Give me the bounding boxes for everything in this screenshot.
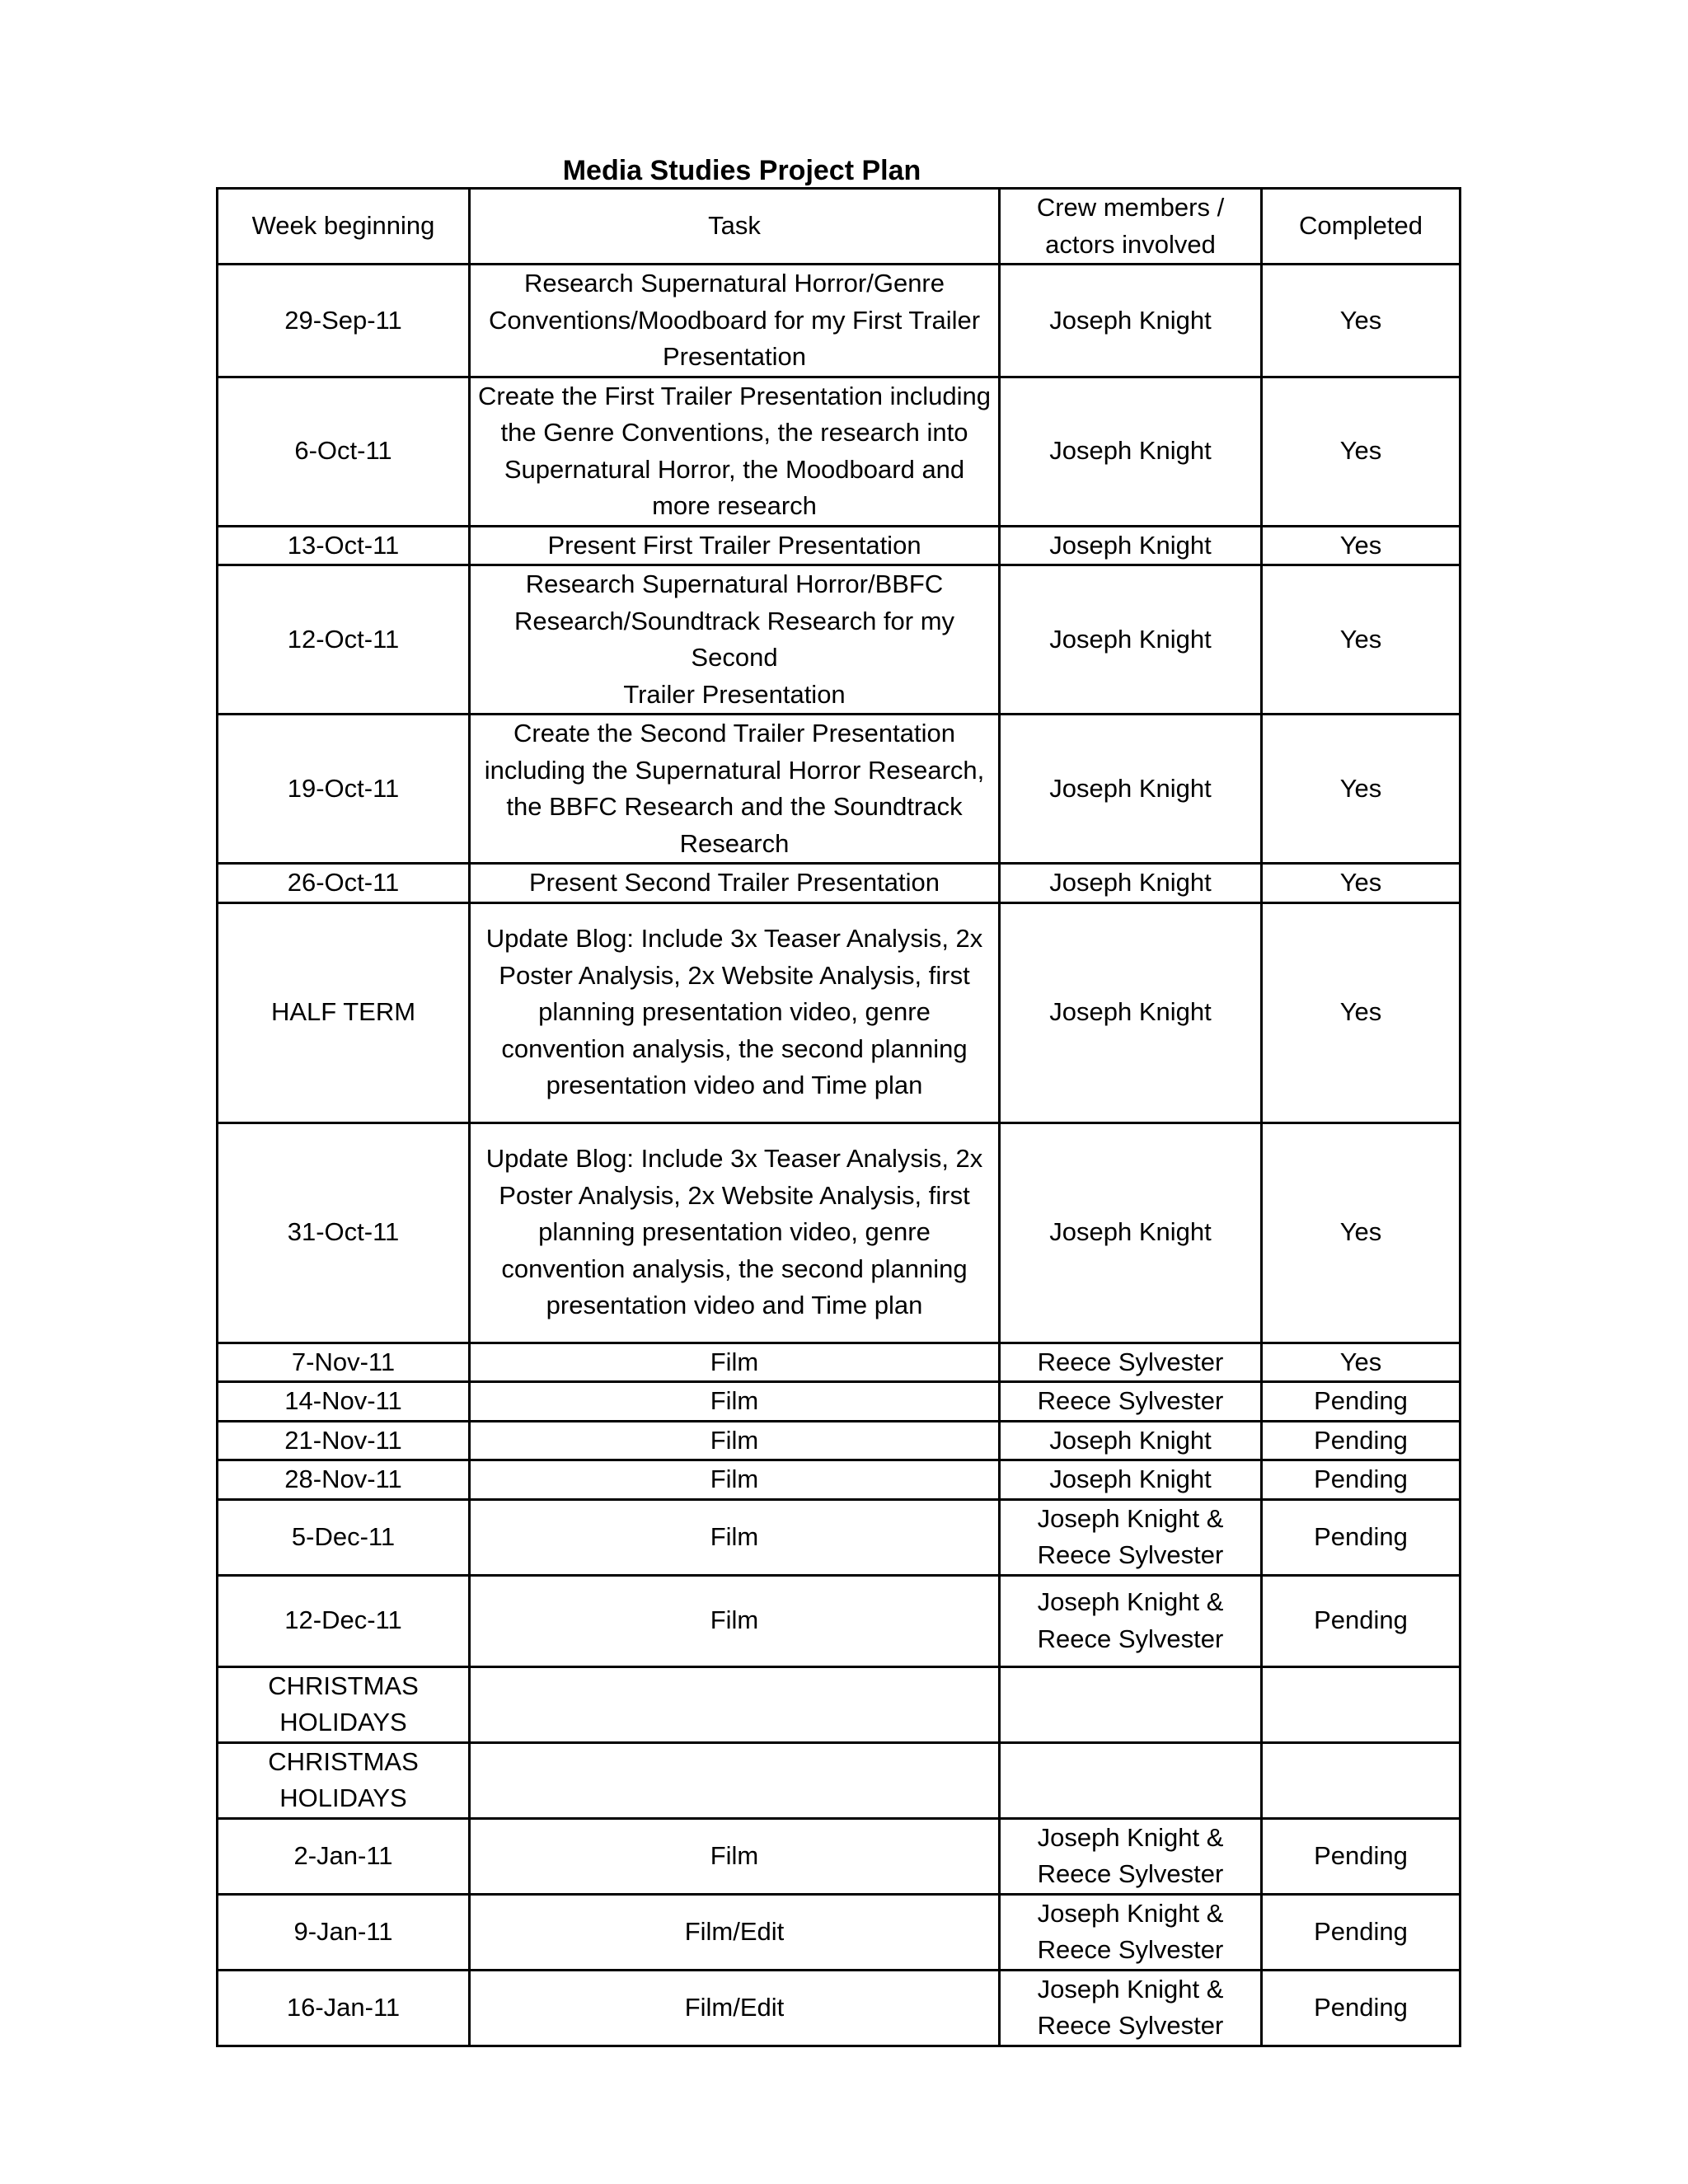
- table-row: [218, 1894, 1461, 1970]
- task-cell: Present First Trailer Presentation: [470, 526, 1000, 565]
- completed-cell: Pending: [1262, 1421, 1461, 1460]
- week-cell: 16-Jan-11: [218, 1970, 470, 2046]
- completed-cell: Yes: [1262, 864, 1461, 903]
- task-cell: Update Blog: Include 3x Teaser Analysis, 2x Poster Analysis, 2x Website Analysis, first planning presentation video, genre convention analysis, the second planning presentation video and Time plan: [470, 902, 1000, 1122]
- table-row: [218, 902, 1461, 1122]
- crew-cell: Joseph Knight: [1000, 715, 1262, 864]
- task-cell: Create the Second Trailer Presentation including the Supernatural Horror Research, the BBFC Research and the Soundtrack Research: [470, 715, 1000, 864]
- week-cell: 28-Nov-11: [218, 1460, 470, 1500]
- crew-cell: Joseph Knight: [1000, 1421, 1262, 1460]
- task-cell: Update Blog: Include 3x Teaser Analysis, 2x Poster Analysis, 2x Website Analysis, first planning presentation video, genre convention analysis, the second planning presentation video and Time plan: [470, 1122, 1000, 1343]
- task-cell: Film: [470, 1421, 1000, 1460]
- week-cell: 21-Nov-11: [218, 1421, 470, 1460]
- week-cell: 29-Sep-11: [218, 265, 470, 377]
- page-title: Media Studies Project Plan: [562, 155, 921, 186]
- completed-cell: Pending: [1262, 1970, 1461, 2046]
- table-row: [218, 715, 1461, 864]
- table-row: [218, 1343, 1461, 1382]
- task-cell: Research Supernatural Horror/Genre Conventions/Moodboard for my First Trailer Presentation: [470, 265, 1000, 377]
- task-cell: Film: [470, 1499, 1000, 1575]
- completed-cell: Yes: [1262, 565, 1461, 715]
- completed-cell: [1262, 1666, 1461, 1742]
- week-cell: 6-Oct-11: [218, 377, 470, 526]
- table-row: [218, 1742, 1461, 1818]
- week-cell: 7-Nov-11: [218, 1343, 470, 1382]
- completed-cell: Pending: [1262, 1499, 1461, 1575]
- project-plan-body: [218, 189, 1461, 2046]
- table-row: [218, 1382, 1461, 1422]
- completed-cell: Yes: [1262, 1343, 1461, 1382]
- week-cell: 13-Oct-11: [218, 526, 470, 565]
- crew-cell: Reece Sylvester: [1000, 1343, 1262, 1382]
- table-row: [218, 864, 1461, 903]
- task-cell: Film: [470, 1818, 1000, 1894]
- task-cell: Film/Edit: [470, 1894, 1000, 1970]
- table-row: [218, 1460, 1461, 1500]
- crew-cell: Joseph Knight & Reece Sylvester: [1000, 1575, 1262, 1666]
- table-row: [218, 1970, 1461, 2046]
- crew-cell: [1000, 1666, 1262, 1742]
- table-row: [218, 377, 1461, 526]
- week-cell: 19-Oct-11: [218, 715, 470, 864]
- completed-cell: Pending: [1262, 1818, 1461, 1894]
- crew-cell: Joseph Knight: [1000, 565, 1262, 715]
- crew-cell: Joseph Knight & Reece Sylvester: [1000, 1970, 1262, 2046]
- crew-cell: Joseph Knight: [1000, 265, 1262, 377]
- crew-cell: [1000, 1742, 1262, 1818]
- completed-cell: Yes: [1262, 377, 1461, 526]
- table-row: [218, 1818, 1461, 1894]
- table-row: [218, 265, 1461, 377]
- week-cell: 12-Oct-11: [218, 565, 470, 715]
- completed-cell: Yes: [1262, 902, 1461, 1122]
- completed-cell: Yes: [1262, 526, 1461, 565]
- table-row: [218, 1499, 1461, 1575]
- table-row: [218, 1575, 1461, 1666]
- crew-cell: Joseph Knight: [1000, 902, 1262, 1122]
- completed-cell: Pending: [1262, 1382, 1461, 1422]
- header-week-beginning: Week beginning: [218, 189, 470, 265]
- table-row: [218, 565, 1461, 715]
- task-cell: Film: [470, 1460, 1000, 1500]
- header-crew-members: Crew members / actors involved: [1000, 189, 1262, 265]
- table-header-row: [218, 189, 1461, 265]
- week-cell: 26-Oct-11: [218, 864, 470, 903]
- project-plan-table: [216, 187, 1461, 2047]
- week-cell: 5-Dec-11: [218, 1499, 470, 1575]
- crew-cell: Reece Sylvester: [1000, 1382, 1262, 1422]
- week-cell: 31-Oct-11: [218, 1122, 470, 1343]
- week-cell: CHRISTMAS HOLIDAYS: [218, 1742, 470, 1818]
- completed-cell: Pending: [1262, 1575, 1461, 1666]
- task-cell: Film: [470, 1382, 1000, 1422]
- crew-cell: Joseph Knight: [1000, 1122, 1262, 1343]
- crew-cell: Joseph Knight: [1000, 1460, 1262, 1500]
- task-cell: [470, 1742, 1000, 1818]
- crew-cell: Joseph Knight: [1000, 864, 1262, 903]
- week-cell: HALF TERM: [218, 902, 470, 1122]
- task-cell: Present Second Trailer Presentation: [470, 864, 1000, 903]
- task-cell: [470, 1666, 1000, 1742]
- completed-cell: [1262, 1742, 1461, 1818]
- table-row: [218, 1666, 1461, 1742]
- task-cell: Create the First Trailer Presentation including the Genre Conventions, the research into Supernatural Horror, the Moodboard and more research: [470, 377, 1000, 526]
- task-cell: Film: [470, 1343, 1000, 1382]
- crew-cell: Joseph Knight & Reece Sylvester: [1000, 1818, 1262, 1894]
- header-task: Task: [470, 189, 1000, 265]
- completed-cell: Yes: [1262, 265, 1461, 377]
- task-cell: Film/Edit: [470, 1970, 1000, 2046]
- completed-cell: Yes: [1262, 1122, 1461, 1343]
- crew-cell: Joseph Knight: [1000, 377, 1262, 526]
- week-cell: CHRISTMAS HOLIDAYS: [218, 1666, 470, 1742]
- table-row: [218, 1122, 1461, 1343]
- header-completed: Completed: [1262, 189, 1461, 265]
- completed-cell: Pending: [1262, 1894, 1461, 1970]
- week-cell: 9-Jan-11: [218, 1894, 470, 1970]
- week-cell: 12-Dec-11: [218, 1575, 470, 1666]
- table-row: [218, 1421, 1461, 1460]
- week-cell: 14-Nov-11: [218, 1382, 470, 1422]
- crew-cell: Joseph Knight & Reece Sylvester: [1000, 1499, 1262, 1575]
- task-cell: Research Supernatural Horror/BBFC Research/Soundtrack Research for my Second Trailer Presentation: [470, 565, 1000, 715]
- week-cell: 2-Jan-11: [218, 1818, 470, 1894]
- crew-cell: Joseph Knight & Reece Sylvester: [1000, 1894, 1262, 1970]
- task-cell: Film: [470, 1575, 1000, 1666]
- crew-cell: Joseph Knight: [1000, 526, 1262, 565]
- completed-cell: Pending: [1262, 1460, 1461, 1500]
- completed-cell: Yes: [1262, 715, 1461, 864]
- table-row: [218, 526, 1461, 565]
